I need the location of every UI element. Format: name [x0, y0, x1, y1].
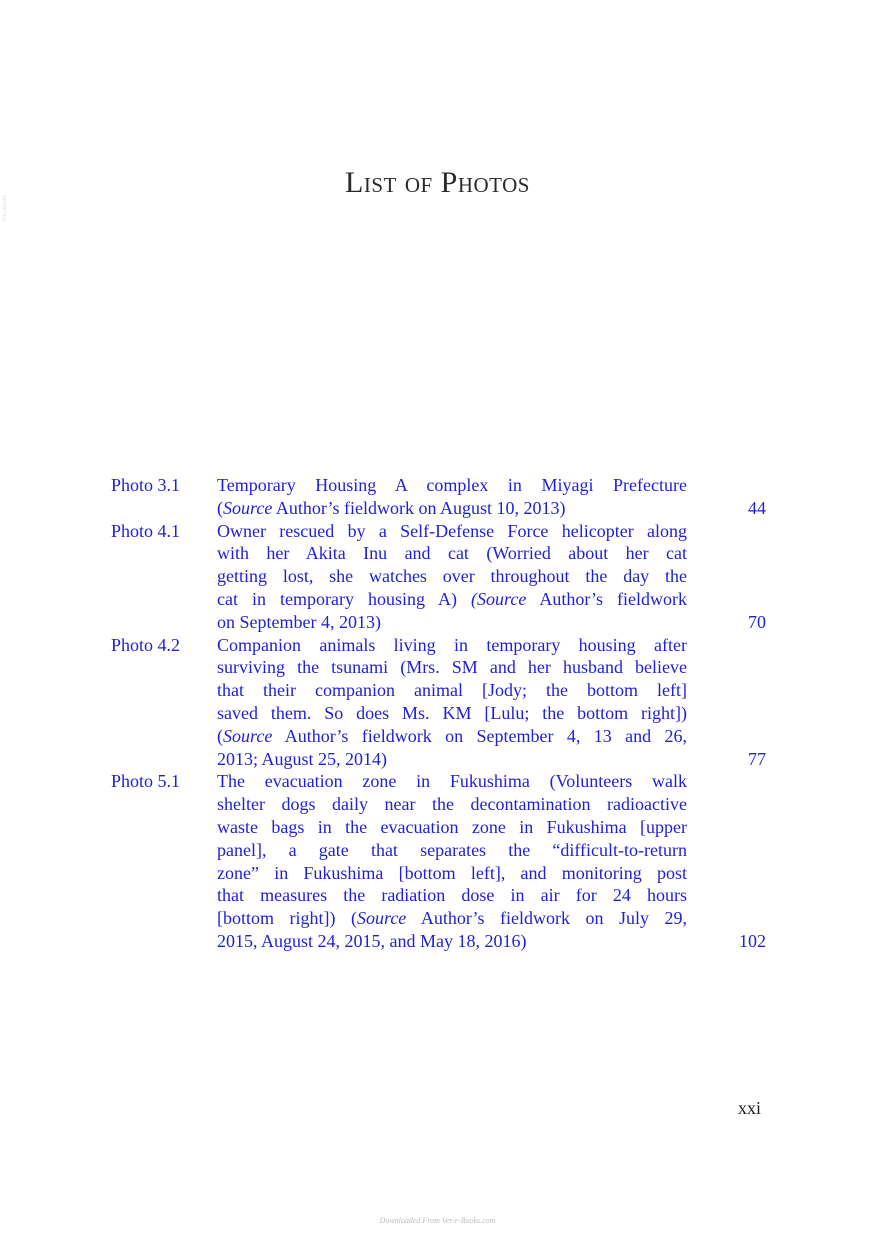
- caption-text: (: [217, 725, 223, 746]
- photo-label: Photo 3.1: [111, 475, 181, 495]
- photo-page-number: 102: [739, 930, 766, 951]
- photo-label: Photo 4.1: [111, 520, 181, 541]
- photo-entry[interactable]: [111, 474, 766, 520]
- caption-line: [217, 725, 687, 748]
- caption-line: [217, 793, 687, 816]
- caption-line: [217, 907, 687, 930]
- caption-text: Author’s fieldwork on August 10, 2013): [272, 497, 566, 518]
- photo-page-number: 44: [748, 497, 766, 518]
- caption-line: [217, 497, 687, 520]
- photo-entry[interactable]: [111, 520, 766, 634]
- caption-text: 2013; August 25, 2014): [217, 748, 388, 769]
- photo-page-number: 70: [748, 611, 766, 632]
- photo-caption: [217, 520, 687, 634]
- caption-line: [217, 611, 687, 634]
- caption-text: Author’s fieldwork on July 29,: [406, 908, 687, 929]
- source-label: Source: [223, 725, 273, 746]
- caption-line: [217, 884, 687, 907]
- footer-watermark: Downloaded From Vet-e-Books.com: [379, 1216, 496, 1225]
- caption-line: [217, 520, 687, 543]
- caption-line: [217, 816, 687, 839]
- caption-text: with her Akita Inu and cat (Worried about her cat: [217, 543, 687, 564]
- caption-text: Author’s fieldwork on September 4, 13 and 26,: [272, 725, 687, 746]
- caption-line: [217, 565, 687, 588]
- page-title: List of Photos: [345, 166, 530, 199]
- caption-line: [217, 542, 687, 565]
- caption-line: [217, 634, 687, 657]
- caption-line: [217, 930, 687, 953]
- source-label: Source: [356, 908, 407, 929]
- photo-caption: [217, 634, 687, 771]
- photo-caption: [217, 770, 687, 952]
- page-number: xxi: [737, 1098, 761, 1118]
- caption-line: [217, 474, 687, 497]
- caption-text: shelter dogs daily near the decontamination radioactive: [217, 794, 687, 815]
- photo-entry[interactable]: [111, 634, 766, 771]
- photo-entry[interactable]: [111, 770, 766, 952]
- caption-text: that measures the radiation dose in air for 24 hours: [217, 885, 687, 906]
- caption-text: 2015, August 24, 2015, and May 18, 2016): [217, 930, 527, 951]
- caption-line: [217, 656, 687, 679]
- caption-text: getting lost, she watches over throughout the day the: [217, 566, 687, 587]
- caption-line: [217, 679, 687, 702]
- caption-line: [217, 839, 687, 862]
- caption-text: Companion animals living in temporary housing after: [217, 634, 687, 655]
- caption-text: [bottom right]) (: [217, 908, 357, 929]
- caption-line: [217, 748, 687, 771]
- caption-text: Temporary Housing A complex in Miyagi Prefecture: [217, 475, 687, 495]
- photo-page-number: 77: [748, 748, 766, 769]
- caption-text: The evacuation zone in Fukushima (Volunteers walk: [217, 771, 687, 792]
- side-watermark: Vet-eBooks: [2, 195, 8, 222]
- caption-text: (: [217, 497, 223, 518]
- caption-text: waste bags in the evacuation zone in Fukushima [upper: [217, 816, 687, 837]
- photo-list: [111, 474, 766, 953]
- photo-label: Photo 5.1: [111, 771, 181, 792]
- caption-text: on September 4, 2013): [217, 611, 381, 632]
- photo-caption: [217, 474, 687, 520]
- caption-text: that their companion animal [Jody; the bottom left]: [217, 680, 687, 701]
- source-label: Source: [223, 497, 273, 518]
- caption-text: panel], a gate that separates the “difficult-to-return: [217, 839, 687, 860]
- caption-text: cat in temporary housing A): [217, 588, 471, 609]
- photo-label: Photo 4.2: [111, 634, 181, 655]
- caption-text: Author’s fieldwork: [526, 588, 687, 609]
- caption-text: Owner rescued by a Self-Defense Force helicopter along: [217, 520, 687, 541]
- caption-text: zone” in Fukushima [bottom left], and monitoring post: [217, 862, 687, 883]
- caption-text: surviving the tsunami (Mrs. SM and her husband believe: [217, 657, 687, 678]
- caption-line: [217, 862, 687, 885]
- caption-line: [217, 588, 687, 611]
- caption-line: [217, 702, 687, 725]
- source-label: (Source: [471, 588, 527, 609]
- caption-text: saved them. So does Ms. KM [Lulu; the bottom right]): [217, 702, 687, 723]
- caption-line: [217, 770, 687, 793]
